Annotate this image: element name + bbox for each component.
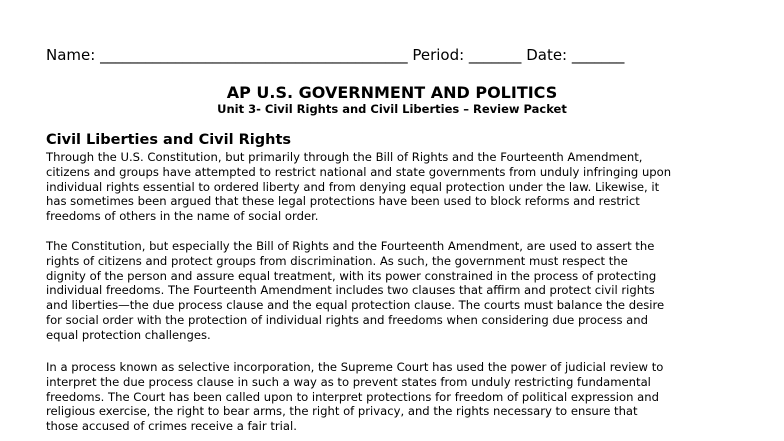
paragraph-line: In a process known as selective incorporation, the Supreme Court has used the power of judicial review to — [46, 360, 664, 374]
paragraph-line: those accused of crimes receive a fair trial. — [46, 419, 297, 434]
paragraph — [46, 150, 746, 224]
paragraph-line: religious exercise, the right to bear arms, the right of privacy, and the rights necessary to ensure that — [46, 404, 638, 419]
paragraph — [46, 360, 746, 434]
section-heading: Civil Liberties and Civil Rights — [46, 132, 292, 148]
paragraph-line: for social order with the protection of individual rights and freedoms when considering due process and — [46, 312, 648, 327]
paragraph-line: and liberties—the due process clause and the equal protection clause. The courts must balance the desire — [46, 298, 665, 313]
paragraph-line: rights of citizens and protect groups from discrimination. As such, the government must respect the — [46, 253, 628, 268]
paragraph-line: freedoms of others in the name of social order. — [46, 209, 319, 224]
paragraph-line: individual rights essential to ordered liberty and from denying equal protection under the law. Likewise, it — [46, 179, 660, 194]
paragraph-line: freedoms. The Court has been called upon to interpret protections for freedom of political expression and — [46, 389, 659, 404]
document-title: AP U.S. GOVERNMENT AND POLITICS — [226, 83, 558, 102]
paragraph-line: interpret the due process clause in such a way as to prevent states from unduly restricting fundamental — [46, 374, 651, 389]
paragraph-line: citizens and groups have attempted to restrict national and state governments from unduly infringing upon — [46, 164, 672, 179]
paragraph-line: The Constitution, but especially the Bill of Rights and the Fourteenth Amendment, are used to assert the — [46, 239, 655, 253]
paragraph-line: has sometimes been argued that these legal protections have been used to block reforms and restrict — [46, 194, 640, 209]
paragraph-line: Through the U.S. Constitution, but primarily through the Bill of Rights and the Fourteenth Amendment, — [46, 150, 643, 164]
paragraph-line: individual freedoms. The Fourteenth Amendment includes two clauses that affirm and protect civil rights — [46, 283, 655, 298]
document-subtitle: Unit 3- Civil Rights and Civil Liberties – Review Packet — [217, 102, 567, 116]
paragraph-line: equal protection challenges. — [46, 327, 211, 342]
paragraph — [46, 239, 746, 343]
name-period-date-line: Name: _________________________________________ Period: _______ Date: _______ — [46, 46, 625, 64]
paragraph-line: dignity of the person and assure equal treatment, with its power constrained in the process of protecting — [46, 268, 657, 283]
